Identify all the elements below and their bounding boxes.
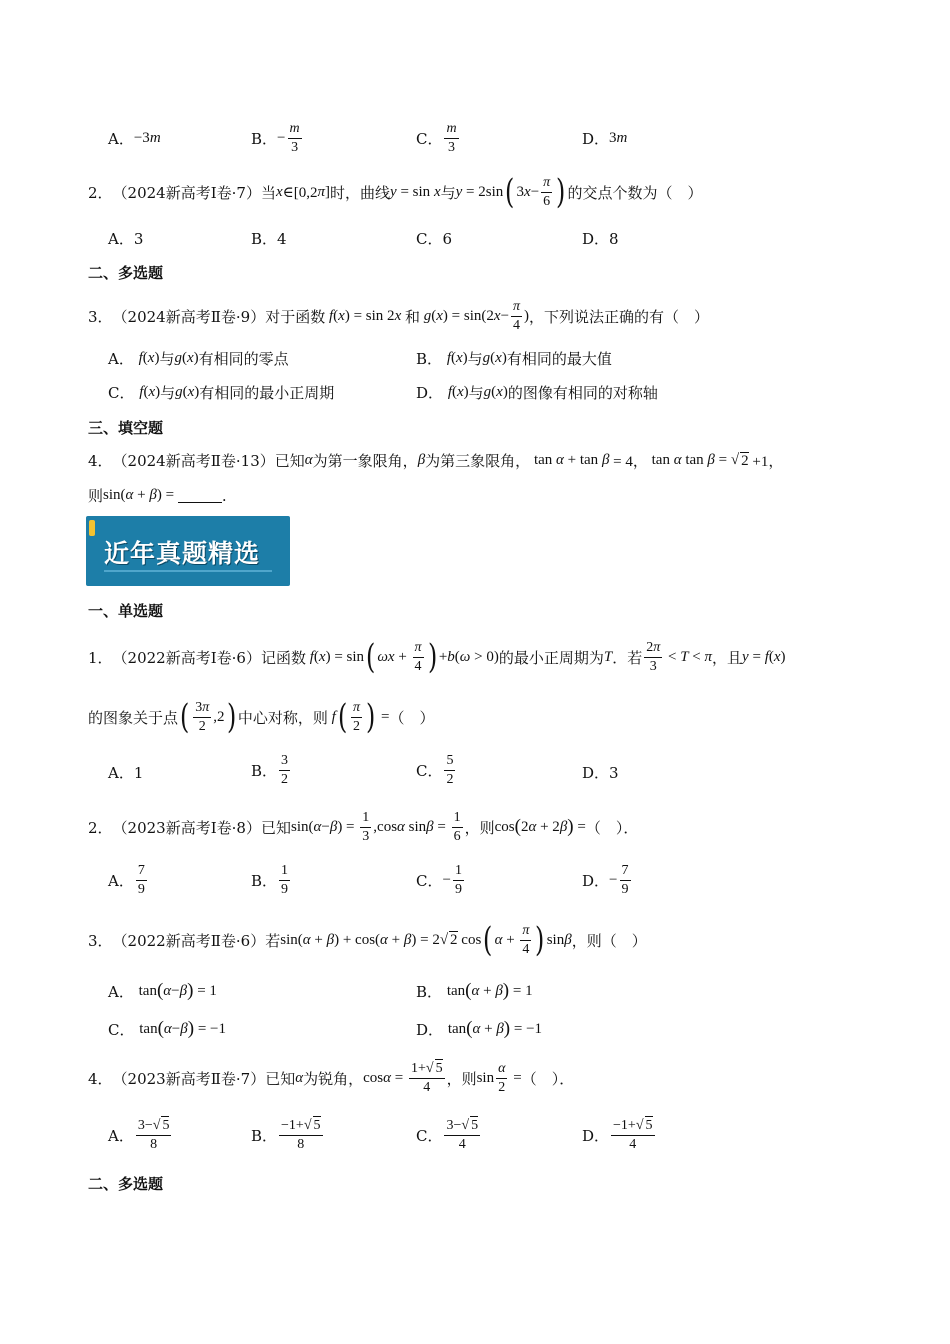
question-text: 则 <box>88 487 104 505</box>
option-label: B． <box>416 982 443 1001</box>
question-1-2022: 1． （2022新高考Ⅰ卷·6） 记函数 f ( x ) = sin ( ωx + $\frac{\pi}{4}$ ) + b ( ω > 0) 的最小正周期为 T ．若 $\frac{2\pi}{3}$ < T < π ，且 y = f ( x ) <box>88 637 786 677</box>
p4-option-b: B． $\frac{-1+√ 5}{8}$ <box>251 1118 321 1152</box>
p1-option-c: C． $\frac{5}{2}$ <box>416 753 454 787</box>
p2-option-b: B． $\frac{1}{9}$ <box>251 863 289 897</box>
q3-option-a: A． f ( x ) 与 g ( x ) 有相同的零点 <box>108 350 289 368</box>
p4-option-d: D． $\frac{-1+√ 5}{4}$ <box>582 1118 653 1152</box>
question-number: 2． <box>88 818 113 837</box>
question-text: 中心对称，则 <box>237 708 328 727</box>
question-2-2023: 2． （2023新高考Ⅰ卷·8） 已知 sin( α − β ) = $\frac{1}{3}$ ,cos α sin β = $\frac{1}{6}$ ，则 cos ( 2 α + 2 β ) = （ ）． <box>88 809 639 844</box>
option-value: 3 <box>609 129 617 146</box>
p4-option-a: A． $\frac{3-√ 5}{8}$ <box>108 1118 170 1152</box>
question-text: 的交点个数为（ ） <box>567 183 703 202</box>
option-text: A．3 <box>108 230 144 248</box>
q2-option-d <box>582 228 619 249</box>
prev-option-a: A． −3 m <box>108 129 161 148</box>
question-source: （2024新高考Ⅱ卷·13） <box>112 452 275 470</box>
p3-option-c: C． tan ( α − β ) = −1 <box>108 1018 226 1039</box>
prev-option-c: C． $\frac{m}{3}$ <box>416 120 457 155</box>
option-label: A． <box>108 1126 134 1145</box>
question-4-2024-cont: 则 sin( α + β ) = . <box>88 486 227 505</box>
question-number: 3． <box>88 931 113 950</box>
p3-option-d: D． tan ( α + β ) = −1 <box>416 1018 543 1039</box>
option-label: C． <box>416 872 443 890</box>
option-label: C． <box>416 129 443 148</box>
question-text: 已知 <box>265 1069 296 1088</box>
p1-option-b: B． $\frac{3}{2}$ <box>251 753 289 787</box>
option-text: A．1 <box>108 764 144 782</box>
question-text: 时，曲线 <box>330 183 391 202</box>
option-label: C． <box>416 1126 443 1145</box>
option-label: C． <box>416 762 443 780</box>
option-text: 的图像有相同的对称轴 <box>507 384 658 402</box>
option-label: B． <box>251 1126 278 1145</box>
question-text: ，且 <box>712 648 743 667</box>
question-text: 为锐角， <box>303 1069 364 1088</box>
prev-option-d: D． 3 m <box>582 129 628 148</box>
question-3-2024: 3． （2024新高考Ⅱ卷·9） 对于函数 f ( x ) = sin 2 x 和 g ( x ) = sin(2 x − $\frac{\pi}{4}$ ) ，下列说法正确的有（ ） <box>88 298 710 333</box>
option-text: 有相同的最小正周期 <box>199 384 335 402</box>
banner-title: 近年真题精选 <box>104 539 261 568</box>
option-label: D． <box>582 872 610 890</box>
question-text: 对于函数 <box>265 307 326 326</box>
q3-option-d: D． f ( x ) 与 g ( x ) 的图像有相同的对称轴 <box>416 384 658 402</box>
option-label: B． <box>416 350 443 368</box>
question-text: 若 <box>265 931 281 950</box>
prev-option-b: B． − $\frac{m}{3}$ <box>251 120 300 155</box>
q3-option-c: C． f ( x ) 与 g ( x ) 有相同的最小正周期 <box>108 384 335 402</box>
question-source: （2022新高考Ⅱ卷·6） <box>112 931 266 950</box>
option-label: C． <box>108 1020 135 1039</box>
q2-option-c <box>416 228 452 249</box>
banner-accent <box>89 520 95 536</box>
q2-option-b <box>251 228 287 249</box>
option-text: 与 <box>467 350 483 368</box>
question-text: （ ）． <box>585 818 639 837</box>
section-heading-fill: 三、填空题 <box>88 419 164 437</box>
question-text: 和 <box>404 307 420 326</box>
p2-option-d: D． − $\frac{7}{9}$ <box>582 863 629 897</box>
question-number: 4． <box>88 452 113 470</box>
question-number: 2． <box>88 183 113 202</box>
question-text: 已知 <box>274 452 305 470</box>
question-text: （ ）． <box>521 1069 575 1088</box>
p4-option-c: C． $\frac{3-√ 5}{4}$ <box>416 1118 479 1152</box>
option-label: B． <box>251 129 278 148</box>
section-heading-single: 一、单选题 <box>88 602 164 620</box>
question-2-2024: 2． （2024新高考Ⅰ卷·7） 当 x ∈[0,2 π ] 时，曲线 y = sin x 与 y = 2sin ( 3 x − $\frac{\pi}{6}$ ) 的交点个数为（ ） <box>88 172 703 212</box>
question-text: ，则 <box>464 818 495 837</box>
question-4-2024: 4． （2024新高考Ⅱ卷·13） 已知 α 为第一象限角， β 为第三象限角， tan α + tan β = 4， tan α tan β = √ 2 +1， <box>88 452 784 470</box>
option-value: −3 <box>133 129 150 146</box>
option-label: B． <box>251 762 278 780</box>
question-4-2023: 4． （2023新高考Ⅱ卷·7） 已知 α 为锐角， cos α = $\frac{1+√ 5}{4}$ ，则 sin $\frac{\alpha}{2}$ = （ ）． <box>88 1060 575 1095</box>
option-label: A． <box>108 129 134 148</box>
question-text: （ ） <box>389 708 435 727</box>
option-text: D．8 <box>582 230 619 248</box>
question-number: 4． <box>88 1069 113 1088</box>
p2-option-a: A． $\frac{7}{9}$ <box>108 863 145 897</box>
option-text: D．3 <box>582 764 619 782</box>
option-label: D． <box>582 1126 610 1145</box>
question-text: 为第一象限角， <box>312 452 418 470</box>
option-label: C． <box>108 384 135 402</box>
q3-option-b: B． f ( x ) 与 g ( x ) 有相同的最大值 <box>416 350 612 368</box>
option-label: B． <box>251 872 278 890</box>
question-source: （2024新高考Ⅰ卷·7） <box>112 183 261 202</box>
option-label: D． <box>416 384 444 402</box>
p3-option-a: A． tan ( α − β ) = 1 <box>108 980 217 1001</box>
question-text: 为第三象限角， <box>425 452 531 470</box>
option-label: D． <box>582 129 610 148</box>
question-source: （2023新高考Ⅰ卷·8） <box>112 818 261 837</box>
option-text: 有相同的零点 <box>198 350 289 368</box>
question-text: ．若 <box>612 648 643 667</box>
option-text: 与 <box>160 384 176 402</box>
answer-blank <box>178 488 222 503</box>
question-text: 记函数 <box>260 648 306 667</box>
option-text: B．4 <box>251 230 287 248</box>
question-text: ，下列说法正确的有（ ） <box>529 307 710 326</box>
question-text: 的最小正周期为 <box>498 648 604 667</box>
option-text: 与 <box>468 384 484 402</box>
question-text: 的图象关于点 <box>88 708 179 727</box>
question-number: 3． <box>88 307 113 326</box>
option-label: A． <box>108 350 134 368</box>
section-heading-multi-2: 二、多选题 <box>88 1175 164 1193</box>
section-banner <box>86 516 290 586</box>
question-source: （2023新高考Ⅱ卷·7） <box>112 1069 266 1088</box>
p1-option-d <box>582 762 619 783</box>
question-source: （2022新高考Ⅰ卷·6） <box>112 648 261 667</box>
section-heading-multi: 二、多选题 <box>88 264 164 282</box>
option-label: A． <box>108 982 134 1001</box>
option-text: C．6 <box>416 230 453 248</box>
p1-option-a <box>108 762 143 783</box>
question-text: 与 <box>440 183 456 202</box>
p3-option-b: B． tan ( α + β ) = 1 <box>416 980 533 1001</box>
question-text: . <box>221 486 227 505</box>
option-text: 与 <box>159 350 175 368</box>
question-source: （2024新高考Ⅱ卷·9） <box>112 307 266 326</box>
question-text: 已知 <box>260 818 291 837</box>
question-text: 当 <box>260 183 276 202</box>
q2-option-a <box>108 228 143 249</box>
question-1-2022-cont: 的图象关于点 ( $\frac{3\pi}{2}$ ,2 ) 中心对称，则 f ( $\frac{\pi}{2}$ ) = （ ） <box>88 697 435 737</box>
question-text: ，则（ ） <box>571 931 647 950</box>
option-label: A． <box>108 872 134 890</box>
question-3-2022: 3． （2022新高考Ⅱ卷·6） 若 sin( α + β ) + cos( α + β ) = 2√ 2 cos ( α + $\frac{\pi}{4}$ ) sin β ，则（ ） <box>88 920 647 960</box>
question-number: 1． <box>88 648 113 667</box>
question-text: ，则 <box>446 1069 477 1088</box>
p2-option-c: C． − $\frac{1}{9}$ <box>416 863 462 897</box>
banner-underline <box>104 570 272 572</box>
option-text: 有相同的最大值 <box>506 350 612 368</box>
option-label: D． <box>416 1020 444 1039</box>
